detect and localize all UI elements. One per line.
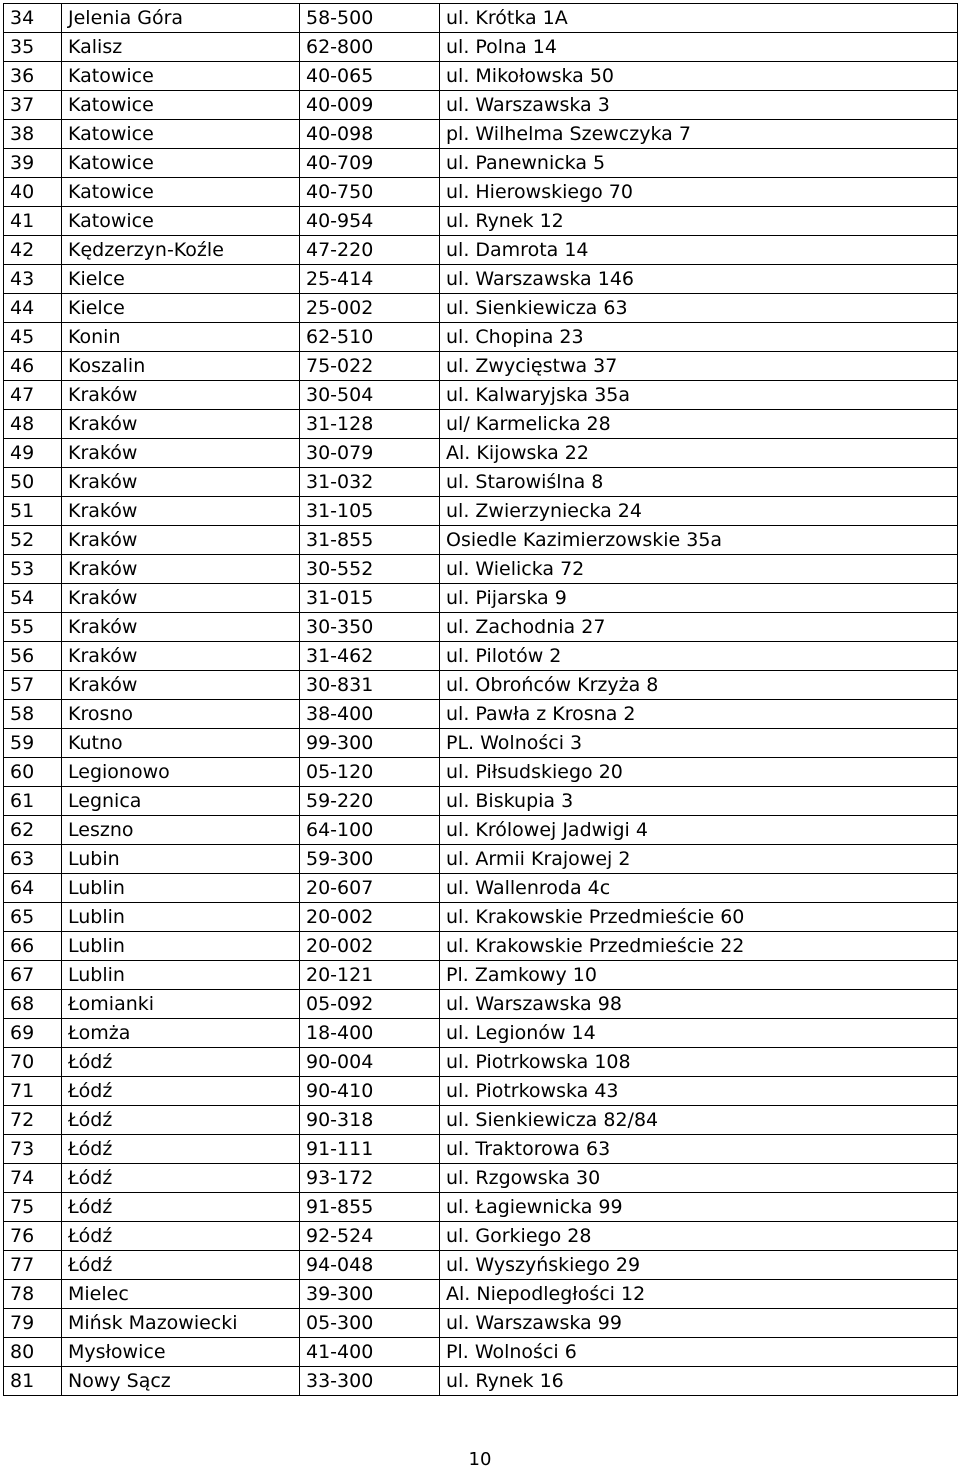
postal-code-cell: 39-300 [300,1280,440,1309]
address-cell: ul. Krakowskie Przedmieście 60 [440,903,958,932]
table-row [4,787,958,816]
table-row [4,1077,958,1106]
table-row [4,903,958,932]
table-row [4,4,958,33]
row-number-cell: 39 [4,149,62,178]
address-cell: ul. Warszawska 98 [440,990,958,1019]
address-cell: ul. Sienkiewicza 63 [440,294,958,323]
table-row [4,294,958,323]
address-cell: ul. Warszawska 3 [440,91,958,120]
address-cell: PL. Wolności 3 [440,729,958,758]
address-cell: ul. Krakowskie Przedmieście 22 [440,932,958,961]
row-number-cell: 46 [4,352,62,381]
postal-code-cell: 31-032 [300,468,440,497]
table-row [4,265,958,294]
city-cell: Krosno [62,700,300,729]
postal-code-cell: 31-855 [300,526,440,555]
table-row [4,323,958,352]
postal-code-cell: 38-400 [300,700,440,729]
table-row [4,439,958,468]
address-cell: ul. Łagiewnicka 99 [440,1193,958,1222]
row-number-cell: 45 [4,323,62,352]
address-cell: ul. Damrota 14 [440,236,958,265]
table-row [4,729,958,758]
table-row [4,497,958,526]
city-cell: Łomianki [62,990,300,1019]
city-cell: Mielec [62,1280,300,1309]
postal-code-cell: 40-750 [300,178,440,207]
city-cell: Kielce [62,265,300,294]
row-number-cell: 78 [4,1280,62,1309]
address-cell: ul. Pilotów 2 [440,642,958,671]
address-cell: Pl. Wolności 6 [440,1338,958,1367]
row-number-cell: 34 [4,4,62,33]
table-row [4,1222,958,1251]
table-row [4,1338,958,1367]
table-row [4,381,958,410]
postal-code-cell: 20-121 [300,961,440,990]
postal-code-cell: 25-414 [300,265,440,294]
address-cell: ul. Rzgowska 30 [440,1164,958,1193]
city-cell: Łódź [62,1135,300,1164]
row-number-cell: 55 [4,613,62,642]
postal-code-cell: 31-128 [300,410,440,439]
row-number-cell: 71 [4,1077,62,1106]
row-number-cell: 77 [4,1251,62,1280]
city-cell: Kraków [62,439,300,468]
address-cell: ul. Polna 14 [440,33,958,62]
table-row [4,1193,958,1222]
table-row [4,91,958,120]
table-row [4,990,958,1019]
city-cell: Lublin [62,932,300,961]
address-cell: ul. Mikołowska 50 [440,62,958,91]
address-cell: ul. Królowej Jadwigi 4 [440,816,958,845]
address-table [3,3,958,1396]
address-cell: ul. Starowiślna 8 [440,468,958,497]
postal-code-cell: 58-500 [300,4,440,33]
postal-code-cell: 30-552 [300,555,440,584]
address-cell: Pl. Zamkowy 10 [440,961,958,990]
table-row [4,1019,958,1048]
postal-code-cell: 05-092 [300,990,440,1019]
postal-code-cell: 40-098 [300,120,440,149]
city-cell: Łódź [62,1164,300,1193]
city-cell: Kędzerzyn-Koźle [62,236,300,265]
table-row [4,845,958,874]
postal-code-cell: 31-105 [300,497,440,526]
address-cell: ul. Armii Krajowej 2 [440,845,958,874]
row-number-cell: 63 [4,845,62,874]
row-number-cell: 73 [4,1135,62,1164]
city-cell: Kraków [62,584,300,613]
city-cell: Kutno [62,729,300,758]
postal-code-cell: 40-009 [300,91,440,120]
row-number-cell: 60 [4,758,62,787]
address-cell: ul. Piotrkowska 43 [440,1077,958,1106]
address-cell: ul. Kalwaryjska 35a [440,381,958,410]
row-number-cell: 51 [4,497,62,526]
address-cell: Al. Niepodległości 12 [440,1280,958,1309]
city-cell: Lublin [62,874,300,903]
postal-code-cell: 75-022 [300,352,440,381]
row-number-cell: 49 [4,439,62,468]
address-cell: ul. Obrońców Krzyża 8 [440,671,958,700]
row-number-cell: 53 [4,555,62,584]
city-cell: Lublin [62,961,300,990]
address-cell: ul. Gorkiego 28 [440,1222,958,1251]
address-cell: ul. Hierowskiego 70 [440,178,958,207]
city-cell: Kraków [62,468,300,497]
address-cell: pl. Wilhelma Szewczyka 7 [440,120,958,149]
postal-code-cell: 91-855 [300,1193,440,1222]
address-cell: ul. Rynek 12 [440,207,958,236]
address-cell: ul. Pawła z Krosna 2 [440,700,958,729]
table-row [4,526,958,555]
postal-code-cell: 30-350 [300,613,440,642]
row-number-cell: 80 [4,1338,62,1367]
city-cell: Kraków [62,497,300,526]
address-cell: ul. Warszawska 146 [440,265,958,294]
city-cell: Kraków [62,410,300,439]
row-number-cell: 41 [4,207,62,236]
row-number-cell: 59 [4,729,62,758]
city-cell: Katowice [62,149,300,178]
page-number: 10 [468,1449,492,1470]
city-cell: Koszalin [62,352,300,381]
postal-code-cell: 25-002 [300,294,440,323]
row-number-cell: 64 [4,874,62,903]
address-cell: ul. Warszawska 99 [440,1309,958,1338]
row-number-cell: 54 [4,584,62,613]
city-cell: Łódź [62,1048,300,1077]
city-cell: Mysłowice [62,1338,300,1367]
table-row [4,178,958,207]
city-cell: Łódź [62,1251,300,1280]
postal-code-cell: 62-800 [300,33,440,62]
city-cell: Kraków [62,613,300,642]
city-cell: Łódź [62,1077,300,1106]
table-row [4,62,958,91]
address-cell: ul/ Karmelicka 28 [440,410,958,439]
postal-code-cell: 94-048 [300,1251,440,1280]
row-number-cell: 36 [4,62,62,91]
row-number-cell: 50 [4,468,62,497]
table-row [4,1106,958,1135]
postal-code-cell: 62-510 [300,323,440,352]
postal-code-cell: 90-004 [300,1048,440,1077]
address-cell: ul. Piotrkowska 108 [440,1048,958,1077]
postal-code-cell: 99-300 [300,729,440,758]
table-row [4,671,958,700]
address-cell: ul. Legionów 14 [440,1019,958,1048]
row-number-cell: 69 [4,1019,62,1048]
city-cell: Jelenia Góra [62,4,300,33]
row-number-cell: 57 [4,671,62,700]
table-row [4,352,958,381]
postal-code-cell: 40-954 [300,207,440,236]
address-cell: ul. Biskupia 3 [440,787,958,816]
table-row [4,1164,958,1193]
table-row [4,758,958,787]
postal-code-cell: 05-120 [300,758,440,787]
row-number-cell: 66 [4,932,62,961]
address-cell: Al. Kijowska 22 [440,439,958,468]
address-cell: ul. Traktorowa 63 [440,1135,958,1164]
city-cell: Legionowo [62,758,300,787]
row-number-cell: 52 [4,526,62,555]
city-cell: Lublin [62,903,300,932]
row-number-cell: 65 [4,903,62,932]
address-cell: ul. Pijarska 9 [440,584,958,613]
city-cell: Nowy Sącz [62,1367,300,1396]
city-cell: Katowice [62,91,300,120]
address-cell: ul. Wielicka 72 [440,555,958,584]
city-cell: Legnica [62,787,300,816]
table-row [4,932,958,961]
row-number-cell: 40 [4,178,62,207]
address-cell: ul. Chopina 23 [440,323,958,352]
postal-code-cell: 92-524 [300,1222,440,1251]
row-number-cell: 58 [4,700,62,729]
row-number-cell: 75 [4,1193,62,1222]
row-number-cell: 74 [4,1164,62,1193]
table-row [4,207,958,236]
city-cell: Kalisz [62,33,300,62]
city-cell: Łomża [62,1019,300,1048]
postal-code-cell: 20-002 [300,903,440,932]
postal-code-cell: 30-504 [300,381,440,410]
postal-code-cell: 18-400 [300,1019,440,1048]
table-row [4,700,958,729]
table-row [4,1280,958,1309]
row-number-cell: 61 [4,787,62,816]
row-number-cell: 37 [4,91,62,120]
postal-code-cell: 30-831 [300,671,440,700]
city-cell: Kraków [62,381,300,410]
table-row [4,120,958,149]
row-number-cell: 56 [4,642,62,671]
city-cell: Kraków [62,642,300,671]
row-number-cell: 68 [4,990,62,1019]
city-cell: Lubin [62,845,300,874]
postal-code-cell: 31-462 [300,642,440,671]
row-number-cell: 43 [4,265,62,294]
city-cell: Kielce [62,294,300,323]
address-cell: ul. Wyszyńskiego 29 [440,1251,958,1280]
postal-code-cell: 05-300 [300,1309,440,1338]
address-cell: ul. Panewnicka 5 [440,149,958,178]
table-row [4,642,958,671]
row-number-cell: 38 [4,120,62,149]
address-cell: ul. Wallenroda 4c [440,874,958,903]
address-cell: ul. Zachodnia 27 [440,613,958,642]
row-number-cell: 62 [4,816,62,845]
table-row [4,1309,958,1338]
city-cell: Konin [62,323,300,352]
city-cell: Mińsk Mazowiecki [62,1309,300,1338]
postal-code-cell: 33-300 [300,1367,440,1396]
city-cell: Katowice [62,178,300,207]
row-number-cell: 67 [4,961,62,990]
row-number-cell: 42 [4,236,62,265]
row-number-cell: 47 [4,381,62,410]
postal-code-cell: 41-400 [300,1338,440,1367]
postal-code-cell: 59-220 [300,787,440,816]
postal-code-cell: 93-172 [300,1164,440,1193]
postal-code-cell: 20-002 [300,932,440,961]
table-row [4,613,958,642]
row-number-cell: 76 [4,1222,62,1251]
row-number-cell: 44 [4,294,62,323]
postal-code-cell: 90-318 [300,1106,440,1135]
address-cell: ul. Krótka 1A [440,4,958,33]
postal-code-cell: 64-100 [300,816,440,845]
table-row [4,1048,958,1077]
row-number-cell: 35 [4,33,62,62]
table-row [4,468,958,497]
postal-code-cell: 40-709 [300,149,440,178]
table-row [4,236,958,265]
city-cell: Kraków [62,555,300,584]
address-cell: ul. Rynek 16 [440,1367,958,1396]
address-table-body [4,4,958,1396]
city-cell: Łódź [62,1222,300,1251]
table-row [4,874,958,903]
address-cell: ul. Zwierzyniecka 24 [440,497,958,526]
postal-code-cell: 31-015 [300,584,440,613]
city-cell: Łódź [62,1106,300,1135]
postal-code-cell: 91-111 [300,1135,440,1164]
address-cell: ul. Piłsudskiego 20 [440,758,958,787]
row-number-cell: 72 [4,1106,62,1135]
city-cell: Katowice [62,62,300,91]
address-cell: Osiedle Kazimierzowskie 35a [440,526,958,555]
table-row [4,584,958,613]
address-cell: ul. Zwycięstwa 37 [440,352,958,381]
row-number-cell: 79 [4,1309,62,1338]
city-cell: Łódź [62,1193,300,1222]
postal-code-cell: 30-079 [300,439,440,468]
table-row [4,816,958,845]
address-cell: ul. Sienkiewicza 82/84 [440,1106,958,1135]
table-row [4,1367,958,1396]
postal-code-cell: 20-607 [300,874,440,903]
postal-code-cell: 90-410 [300,1077,440,1106]
city-cell: Katowice [62,207,300,236]
city-cell: Katowice [62,120,300,149]
table-row [4,555,958,584]
table-row [4,33,958,62]
table-row [4,410,958,439]
city-cell: Kraków [62,526,300,555]
table-row [4,961,958,990]
city-cell: Leszno [62,816,300,845]
postal-code-cell: 47-220 [300,236,440,265]
postal-code-cell: 40-065 [300,62,440,91]
table-row [4,1251,958,1280]
row-number-cell: 70 [4,1048,62,1077]
row-number-cell: 81 [4,1367,62,1396]
city-cell: Kraków [62,671,300,700]
table-row [4,149,958,178]
postal-code-cell: 59-300 [300,845,440,874]
row-number-cell: 48 [4,410,62,439]
table-row [4,1135,958,1164]
